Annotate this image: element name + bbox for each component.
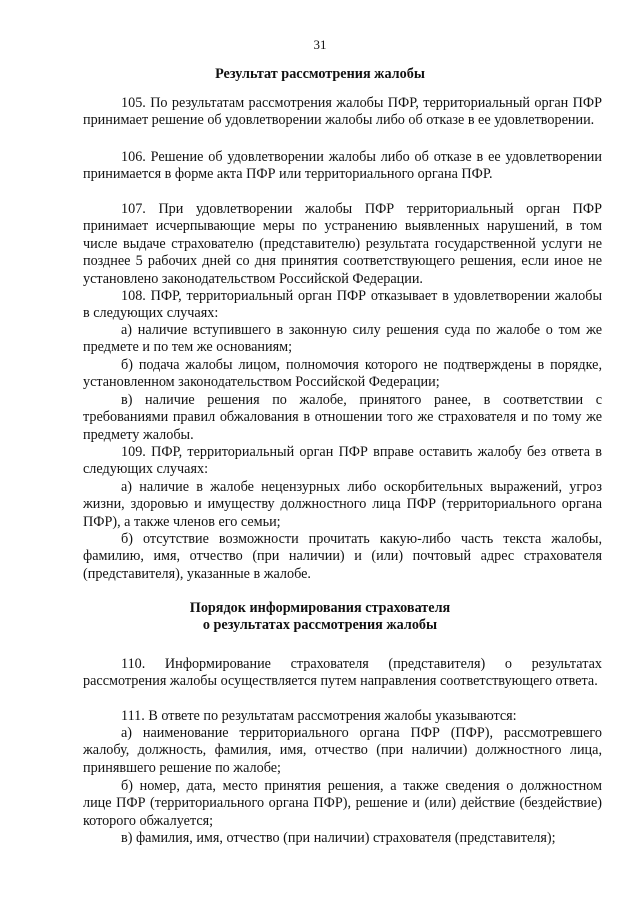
page-number: 31 <box>313 37 327 52</box>
paragraph-111: 111. В ответе по результатам рассмотрения жалобы указываются: <box>121 708 517 724</box>
paragraph-108-b: б) подача жалобы лицом, полномочия которого не подтверждены в порядке, установленном законодательством Российской Федерации; <box>83 357 602 391</box>
paragraph-109: 109. ПФР, территориальный орган ПФР вправе оставить жалобу без ответа в следующих случаях: <box>83 444 602 478</box>
paragraph-107: 107. При удовлетворении жалобы ПФР территориальный орган ПФР принимает исчерпывающие меры по устранению выявленных нарушений, в том числе выдаче страхователю (представителю) результата государственной услуги не позднее 5 рабочих дней со дня принятия соответствующего решения, если иное не установлено законодательством Российской Федерации. <box>83 201 602 287</box>
paragraph-111-v: в) фамилия, имя, отчество (при наличии) страхователя (представителя); <box>121 830 556 846</box>
paragraph-108: 108. ПФР, территориальный орган ПФР отказывает в удовлетворении жалобы в следующих случаях: <box>83 288 602 322</box>
section-heading-complaint-result: Результат рассмотрения жалобы <box>215 66 425 82</box>
paragraph-111-b: б) номер, дата, место принятия решения, а также сведения о должностном лице ПФР (территориального органа ПФР), решение и (или) действие (бездействие) которого обжалуется; <box>83 778 602 829</box>
section-heading-informing-line1: Порядок информирования страхователя <box>189 600 451 616</box>
paragraph-108-v: в) наличие решения по жалобе, принятого ранее, в соответствии с требованиями правил обжалования в отношении того же страхователя и по тому же предмету жалобы. <box>83 392 602 443</box>
paragraph-110: 110. Информирование страхователя (представителя) о результатах рассмотрения жалобы осуществляется путем направления соответствующего ответа. <box>83 656 602 690</box>
section-heading-informing-line2: о результатах рассмотрения жалобы <box>202 617 438 633</box>
paragraph-105: 105. По результатам рассмотрения жалобы ПФР, территориальный орган ПФР принимает решение об удовлетворении жалобы либо об отказе в ее удовлетворении. <box>83 95 602 129</box>
paragraph-109-b: б) отсутствие возможности прочитать какую-либо часть текста жалобы, фамилию, имя, отчество (при наличии) и (или) почтовый адрес страхователя (представителя), указанные в жалобе. <box>83 531 602 582</box>
paragraph-106: 106. Решение об удовлетворении жалобы либо об отказе в ее удовлетворении принимается в форме акта ПФР или территориального органа ПФР. <box>83 149 602 183</box>
paragraph-111-a: а) наименование территориального органа ПФР (ПФР), рассмотревшего жалобу, должность, фамилия, имя, отчество (при наличии) должностного лица, принявшего решение по жалобе; <box>83 725 602 776</box>
paragraph-109-a: а) наличие в жалобе нецензурных либо оскорбительных выражений, угроз жизни, здоровью и имуществу должностного лица ПФР (территориального органа ПФР), а также членов его семьи; <box>83 479 602 530</box>
paragraph-108-a: а) наличие вступившего в законную силу решения суда по жалобе о том же предмете и по тем же основаниям; <box>83 322 602 356</box>
